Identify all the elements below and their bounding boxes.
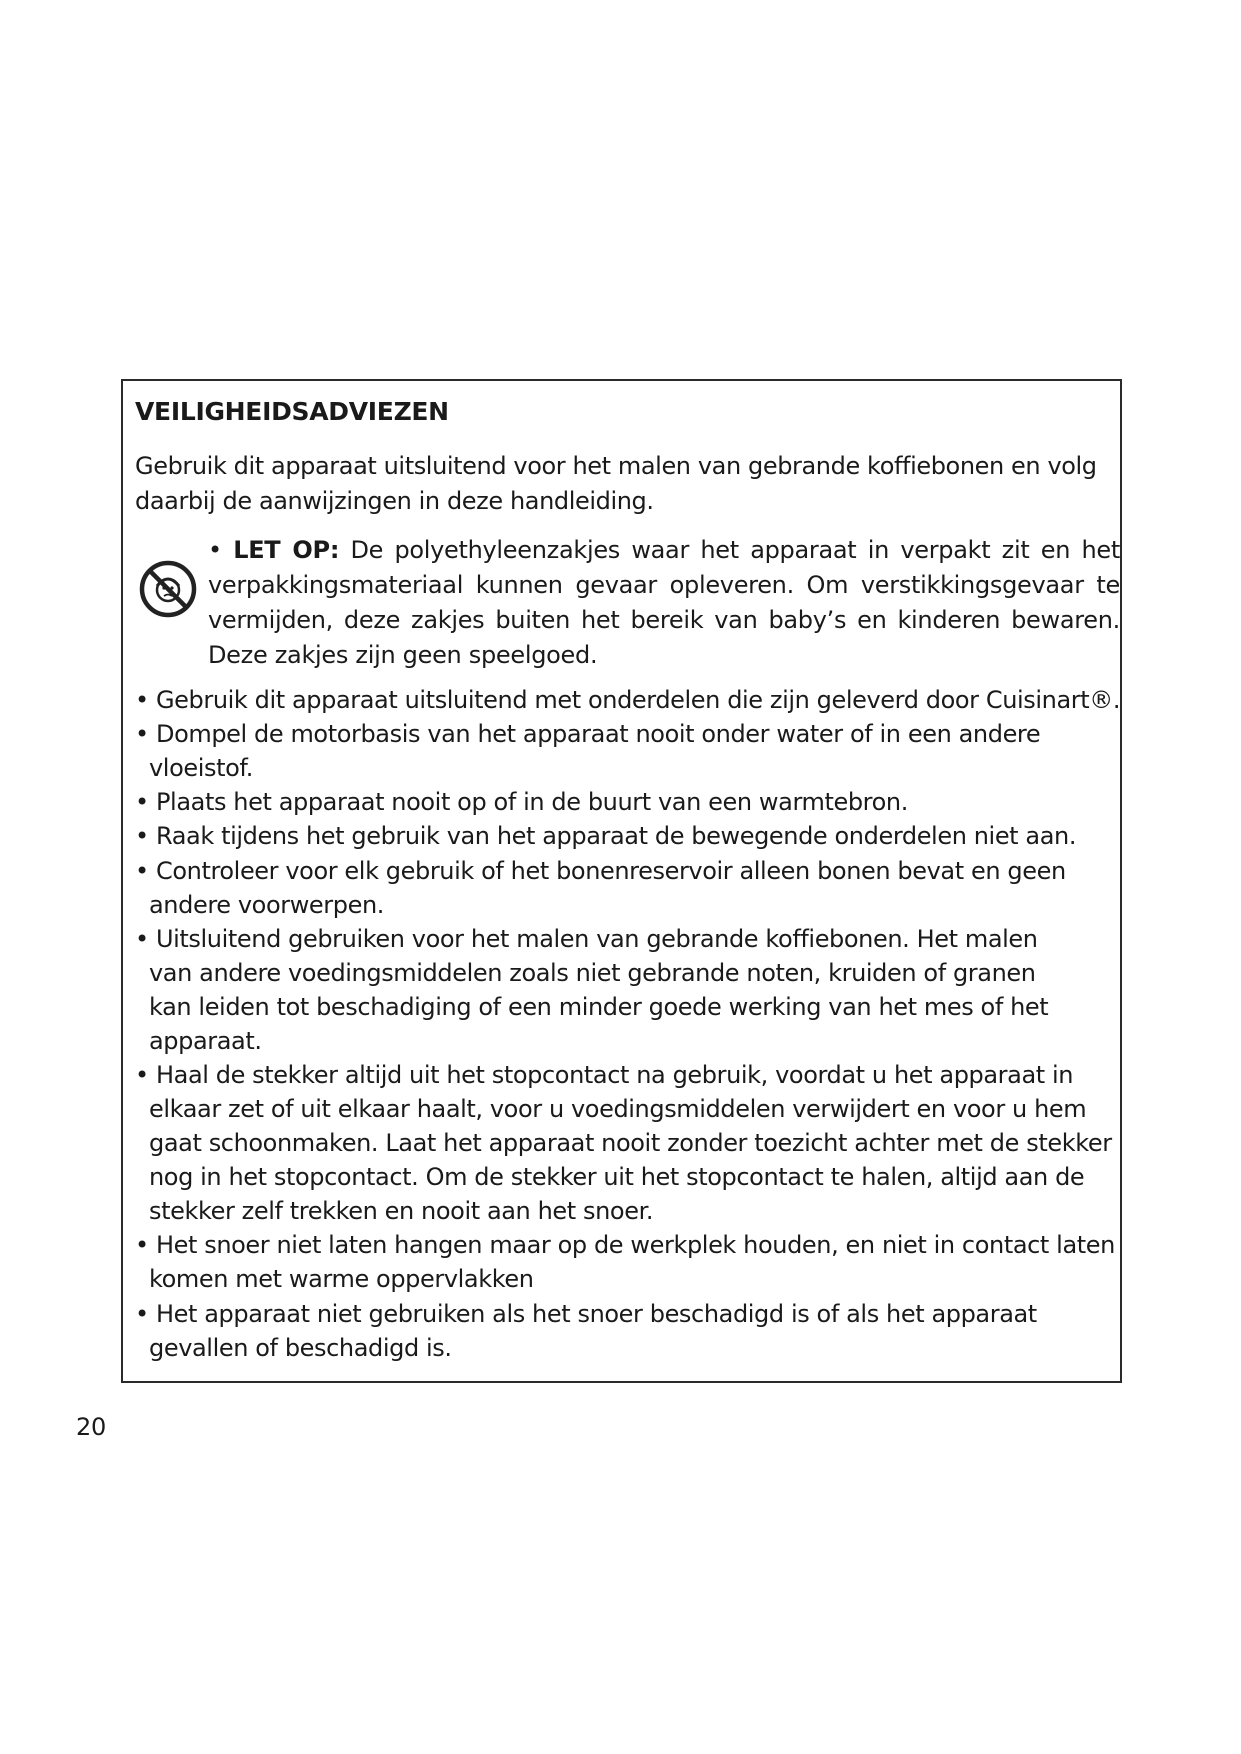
warning-block [135,533,1130,673]
list-item: • Het snoer niet laten hangen maar op de werkplek houden, en niet in contact laten [135,1231,1115,1259]
list-item-continuation: gaat schoonmaken. Laat het apparaat nooit zonder toezicht achter met de stekker [149,1129,1112,1157]
list-item: • Gebruik dit apparaat uitsluitend met onderdelen die zijn geleverd door Cuisinart®. [135,686,1121,714]
list-item-continuation: andere voorwerpen. [149,891,384,919]
list-item-continuation: gevallen of beschadigd is. [149,1334,452,1362]
safety-advice-box [121,379,1122,1383]
list-item: • Controleer voor elk gebruik of het bonenreservoir alleen bonen bevat en geen [135,857,1066,885]
list-item: • Raak tijdens het gebruik van het apparaat de bewegende onderdelen niet aan. [135,822,1077,850]
intro-paragraph: Gebruik dit apparaat uitsluitend voor het malen van gebrande koffiebonen en volg daarbij de aanwijzingen in deze handleiding. [135,452,1097,515]
list-item-continuation: kan leiden tot beschadiging of een minder goede werking van het mes of het [149,993,1049,1021]
list-item-continuation: stekker zelf trekken en nooit aan het snoer. [149,1197,654,1225]
list-item: • Plaats het apparaat nooit op of in de buurt van een warmtebron. [135,788,908,816]
warning-text [208,533,1120,673]
page-number: 20 [76,1413,106,1441]
no-child-suffocation-icon [138,559,198,619]
list-item: • Dompel de motorbasis van het apparaat nooit onder water of in een andere [135,720,1041,748]
list-item-continuation: vloeistof. [149,754,253,782]
list-item: • Haal de stekker altijd uit het stopcontact na gebruik, voordat u het apparaat in [135,1061,1074,1089]
warning-lead: LET OP: [233,536,340,564]
list-item-continuation: komen met warme oppervlakken [149,1265,534,1293]
list-item-continuation: nog in het stopcontact. Om de stekker uit het stopcontact te halen, altijd aan de [149,1163,1085,1191]
list-item-continuation: van andere voedingsmiddelen zoals niet gebrande noten, kruiden of granen [149,959,1036,987]
list-item-continuation: elkaar zet of uit elkaar haalt, voor u voedingsmiddelen verwijdert en voor u hem [149,1095,1087,1123]
list-item: • Uitsluitend gebruiken voor het malen van gebrande koffiebonen. Het malen [135,925,1038,953]
warning-bullet: • [208,536,222,564]
warning-body: De polyethyleenzakjes waar het apparaat in verpakt zit en het verpakkingsmateriaal kunnen gevaar opleveren. Om verstikkingsgevaar te vermijden, deze zakjes buiten het bereik van baby’s en kinderen bewaren. Deze zakjes zijn geen speelgoed. [208,536,1120,669]
list-item: • Het apparaat niet gebruiken als het snoer beschadigd is of als het apparaat [135,1300,1037,1328]
section-title: VEILIGHEIDSADVIEZEN [135,397,449,426]
list-item-continuation: apparaat. [149,1027,262,1055]
